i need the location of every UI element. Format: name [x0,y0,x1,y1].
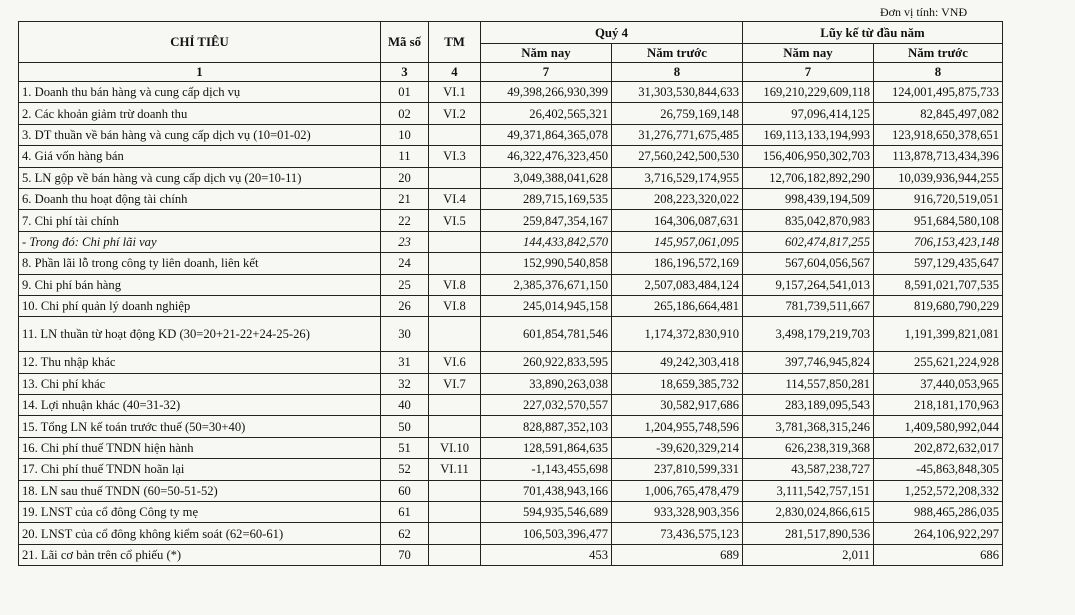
row-indicator-name: 18. LN sau thuế TNDN (60=50-51-52) [19,480,381,501]
header-index: 7 [481,63,612,82]
row-note: VI.4 [429,188,481,209]
header-row-main [19,22,1003,44]
row-ytd-last-year: 82,845,497,082 [874,103,1003,124]
row-q4-last-year: 1,204,955,748,596 [612,416,743,437]
row-ytd-this-year: 3,781,368,315,246 [743,416,874,437]
row-ytd-this-year: 567,604,056,567 [743,253,874,274]
row-code: 70 [381,544,429,565]
row-code: 32 [381,373,429,394]
row-code: 24 [381,253,429,274]
row-code: 23 [381,231,429,252]
row-note [429,167,481,188]
header-index: 7 [743,63,874,82]
row-q4-last-year: 265,186,664,481 [612,295,743,316]
row-indicator-name: 4. Giá vốn hàng bán [19,146,381,167]
row-q4-this-year: 144,433,842,570 [481,231,612,252]
row-q4-this-year: 2,385,376,671,150 [481,274,612,295]
row-ytd-last-year: 1,409,580,992,044 [874,416,1003,437]
row-indicator-name: 6. Doanh thu hoạt động tài chính [19,188,381,209]
row-q4-last-year: 18,659,385,732 [612,373,743,394]
row-ytd-last-year: 1,191,399,821,081 [874,317,1003,352]
table-row [19,82,1003,103]
row-note [429,395,481,416]
row-note [429,480,481,501]
row-note [429,502,481,523]
row-q4-last-year: 30,582,917,686 [612,395,743,416]
row-note [429,253,481,274]
row-q4-last-year: 3,716,529,174,955 [612,167,743,188]
row-indicator-name: 12. Thu nhập khác [19,352,381,373]
row-q4-this-year: 453 [481,544,612,565]
row-ytd-last-year: 8,591,021,707,535 [874,274,1003,295]
table-row [19,480,1003,501]
header-ytd-this-year: Năm nay [743,44,874,63]
row-ytd-last-year: 123,918,650,378,651 [874,124,1003,145]
row-q4-this-year: 594,935,546,689 [481,502,612,523]
row-code: 61 [381,502,429,523]
row-note: VI.2 [429,103,481,124]
row-code: 10 [381,124,429,145]
row-code: 50 [381,416,429,437]
row-indicator-name: 11. LN thuần từ hoạt động KD (30=20+21-22+24-25-26) [19,317,381,352]
row-ytd-last-year: 597,129,435,647 [874,253,1003,274]
row-note [429,124,481,145]
row-note: VI.3 [429,146,481,167]
row-q4-this-year: 701,438,943,166 [481,480,612,501]
row-ytd-last-year: 264,106,922,297 [874,523,1003,544]
row-q4-last-year: 73,436,575,123 [612,523,743,544]
row-q4-this-year: 3,049,388,041,628 [481,167,612,188]
row-code: 51 [381,437,429,458]
row-note [429,523,481,544]
row-q4-last-year: 145,957,061,095 [612,231,743,252]
row-q4-this-year: 26,402,565,321 [481,103,612,124]
row-indicator-name: 10. Chi phí quản lý doanh nghiệp [19,295,381,316]
row-q4-last-year: 164,306,087,631 [612,210,743,231]
header-code: Mã số [381,22,429,63]
row-code: 31 [381,352,429,373]
row-ytd-this-year: 283,189,095,543 [743,395,874,416]
row-indicator-name: 17. Chi phí thuế TNDN hoãn lại [19,459,381,480]
row-q4-this-year: 245,014,945,158 [481,295,612,316]
row-ytd-last-year: -45,863,848,305 [874,459,1003,480]
row-code: 02 [381,103,429,124]
row-q4-this-year: 128,591,864,635 [481,437,612,458]
row-q4-this-year: 46,322,476,323,450 [481,146,612,167]
row-note [429,416,481,437]
header-indicator: CHỈ TIÊU [19,22,381,63]
row-ytd-last-year: 951,684,580,108 [874,210,1003,231]
row-q4-last-year: 208,223,320,022 [612,188,743,209]
row-q4-last-year: 31,276,771,675,485 [612,124,743,145]
row-ytd-this-year: 169,113,133,194,993 [743,124,874,145]
row-note: VI.8 [429,274,481,295]
row-code: 21 [381,188,429,209]
row-ytd-this-year: 43,587,238,727 [743,459,874,480]
row-ytd-this-year: 2,011 [743,544,874,565]
row-ytd-last-year: 113,878,713,434,396 [874,146,1003,167]
row-q4-last-year: 31,303,530,844,633 [612,82,743,103]
row-note [429,317,481,352]
row-ytd-last-year: 1,252,572,208,332 [874,480,1003,501]
row-code: 25 [381,274,429,295]
row-code: 11 [381,146,429,167]
row-q4-last-year: 2,507,083,484,124 [612,274,743,295]
header-note: TM [429,22,481,63]
row-q4-this-year: -1,143,455,698 [481,459,612,480]
row-indicator-name: 13. Chi phí khác [19,373,381,394]
table-row [19,124,1003,145]
table-row [19,146,1003,167]
row-ytd-this-year: 998,439,194,509 [743,188,874,209]
table-row [19,416,1003,437]
row-ytd-last-year: 686 [874,544,1003,565]
row-q4-this-year: 33,890,263,038 [481,373,612,394]
header-ytd-last-year: Năm trước [874,44,1003,63]
table-row [19,459,1003,480]
table-row [19,373,1003,394]
row-q4-last-year: 186,196,572,169 [612,253,743,274]
header-year-to-date: Lũy kế từ đầu năm [743,22,1003,44]
table-row [19,544,1003,565]
row-q4-this-year: 106,503,396,477 [481,523,612,544]
row-code: 40 [381,395,429,416]
row-ytd-last-year: 819,680,790,229 [874,295,1003,316]
row-q4-last-year: 26,759,169,148 [612,103,743,124]
row-q4-last-year: 49,242,303,418 [612,352,743,373]
row-code: 60 [381,480,429,501]
row-q4-last-year: 689 [612,544,743,565]
row-note: VI.5 [429,210,481,231]
row-q4-last-year: 27,560,242,500,530 [612,146,743,167]
header-q4-this-year: Năm nay [481,44,612,63]
row-indicator-name: 9. Chi phí bán hàng [19,274,381,295]
row-note: VI.1 [429,82,481,103]
row-ytd-this-year: 626,238,319,368 [743,437,874,458]
row-ytd-this-year: 2,830,024,866,615 [743,502,874,523]
row-ytd-this-year: 156,406,950,302,703 [743,146,874,167]
row-ytd-this-year: 12,706,182,892,290 [743,167,874,188]
row-q4-this-year: 227,032,570,557 [481,395,612,416]
row-ytd-last-year: 706,153,423,148 [874,231,1003,252]
table-row [19,188,1003,209]
row-ytd-this-year: 397,746,945,824 [743,352,874,373]
row-note: VI.10 [429,437,481,458]
header-index: 8 [874,63,1003,82]
row-ytd-last-year: 916,720,519,051 [874,188,1003,209]
row-q4-last-year: 1,174,372,830,910 [612,317,743,352]
table-row [19,317,1003,352]
row-q4-this-year: 49,398,266,930,399 [481,82,612,103]
income-statement-table [18,21,1003,566]
row-q4-this-year: 49,371,864,365,078 [481,124,612,145]
header-index: 3 [381,63,429,82]
table-body [19,82,1003,566]
row-q4-this-year: 289,715,169,535 [481,188,612,209]
header-index: 1 [19,63,381,82]
row-indicator-name: 21. Lãi cơ bản trên cổ phiếu (*) [19,544,381,565]
row-code: 52 [381,459,429,480]
row-ytd-this-year: 602,474,817,255 [743,231,874,252]
row-indicator-name: 2. Các khoản giảm trừ doanh thu [19,103,381,124]
row-indicator-name: 8. Phần lãi lỗ trong công ty liên doanh, liên kết [19,253,381,274]
row-code: 01 [381,82,429,103]
row-ytd-this-year: 835,042,870,983 [743,210,874,231]
row-q4-this-year: 260,922,833,595 [481,352,612,373]
row-code: 30 [381,317,429,352]
row-note [429,231,481,252]
row-code: 26 [381,295,429,316]
row-indicator-name: 16. Chi phí thuế TNDN hiện hành [19,437,381,458]
row-ytd-last-year: 988,465,286,035 [874,502,1003,523]
row-code: 62 [381,523,429,544]
row-q4-this-year: 152,990,540,858 [481,253,612,274]
table-row [19,502,1003,523]
row-ytd-last-year: 255,621,224,928 [874,352,1003,373]
table-row [19,253,1003,274]
row-ytd-this-year: 169,210,229,609,118 [743,82,874,103]
row-note [429,544,481,565]
row-indicator-name: 20. LNST của cổ đông không kiểm soát (62=60-61) [19,523,381,544]
table-row [19,210,1003,231]
row-code: 20 [381,167,429,188]
row-q4-this-year: 828,887,352,103 [481,416,612,437]
row-ytd-this-year: 9,157,264,541,013 [743,274,874,295]
header-index: 8 [612,63,743,82]
header-q4-last-year: Năm trước [612,44,743,63]
row-ytd-this-year: 3,111,542,757,151 [743,480,874,501]
header-row-index [19,63,1003,82]
row-ytd-last-year: 10,039,936,944,255 [874,167,1003,188]
row-ytd-this-year: 281,517,890,536 [743,523,874,544]
row-ytd-this-year: 3,498,179,219,703 [743,317,874,352]
table-row [19,395,1003,416]
row-ytd-this-year: 97,096,414,125 [743,103,874,124]
row-indicator-name: 5. LN gộp về bán hàng và cung cấp dịch vụ (20=10-11) [19,167,381,188]
row-q4-last-year: -39,620,329,214 [612,437,743,458]
table-row [19,231,1003,252]
row-ytd-last-year: 218,181,170,963 [874,395,1003,416]
row-indicator-name: - Trong đó: Chi phí lãi vay [19,231,381,252]
table-row [19,437,1003,458]
table-row [19,295,1003,316]
row-indicator-name: 15. Tổng LN kế toán trước thuế (50=30+40) [19,416,381,437]
table-row [19,523,1003,544]
row-q4-last-year: 237,810,599,331 [612,459,743,480]
row-indicator-name: 1. Doanh thu bán hàng và cung cấp dịch vụ [19,82,381,103]
row-ytd-last-year: 202,872,632,017 [874,437,1003,458]
row-ytd-this-year: 114,557,850,281 [743,373,874,394]
row-indicator-name: 14. Lợi nhuận khác (40=31-32) [19,395,381,416]
header-quarter-4: Quý 4 [481,22,743,44]
row-q4-last-year: 1,006,765,478,479 [612,480,743,501]
table-row [19,274,1003,295]
row-q4-this-year: 601,854,781,546 [481,317,612,352]
row-code: 22 [381,210,429,231]
currency-unit-label: Đơn vị tính: VNĐ [880,5,968,19]
table-row [19,103,1003,124]
row-ytd-last-year: 124,001,495,875,733 [874,82,1003,103]
row-indicator-name: 7. Chi phí tài chính [19,210,381,231]
row-indicator-name: 3. DT thuần về bán hàng và cung cấp dịch vụ (10=01-02) [19,124,381,145]
row-ytd-last-year: 37,440,053,965 [874,373,1003,394]
row-note: VI.6 [429,352,481,373]
row-note: VI.11 [429,459,481,480]
table-row [19,167,1003,188]
row-ytd-this-year: 781,739,511,667 [743,295,874,316]
row-note: VI.8 [429,295,481,316]
table-row [19,352,1003,373]
header-index: 4 [429,63,481,82]
row-q4-last-year: 933,328,903,356 [612,502,743,523]
row-q4-this-year: 259,847,354,167 [481,210,612,231]
row-note: VI.7 [429,373,481,394]
row-indicator-name: 19. LNST của cổ đông Công ty mẹ [19,502,381,523]
